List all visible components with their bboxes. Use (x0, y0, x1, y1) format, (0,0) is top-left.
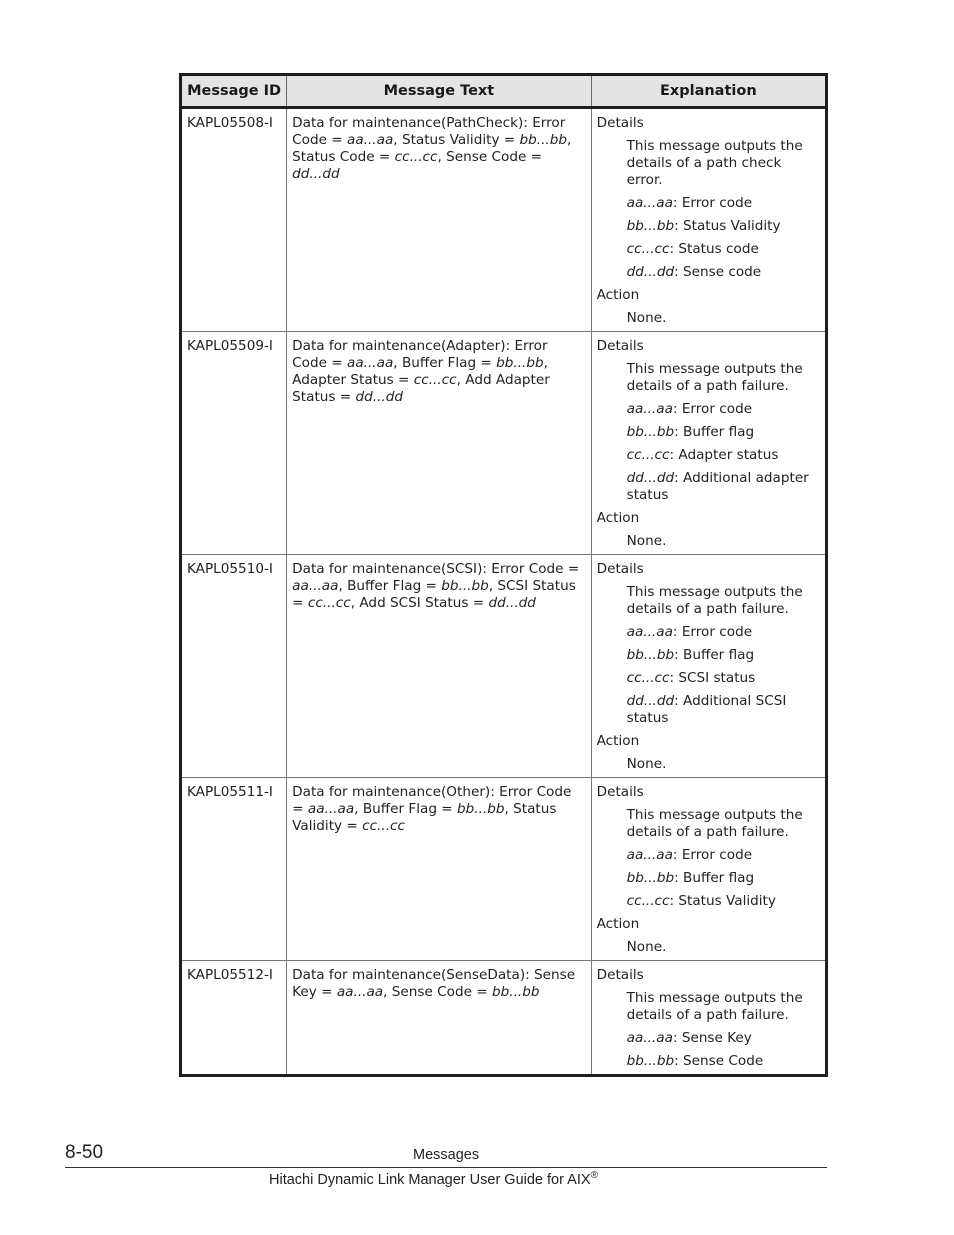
details-variable-item (627, 218, 820, 235)
action-heading: Action (596, 733, 640, 749)
variable-placeholder: cc...cc (307, 595, 351, 611)
details-text: This message outputs the details of a path failure. (626, 990, 803, 1023)
variable-placeholder: dd...dd (355, 389, 403, 405)
variable-placeholder: aa...aa (626, 195, 673, 211)
variable-placeholder: aa...aa (307, 801, 355, 817)
message-text-cell (287, 961, 591, 1076)
variable-placeholder: aa...aa (626, 401, 673, 417)
details-description (627, 361, 820, 395)
message-text-segment: , Add SCSI Status = (350, 595, 489, 611)
variable-placeholder: bb...bb (626, 647, 675, 663)
details-text: : Error code (672, 624, 753, 640)
variable-placeholder: cc...cc (626, 670, 670, 686)
message-text-cell (287, 108, 591, 332)
details-variable-item (627, 647, 820, 664)
details-text: This message outputs the details of a path failure. (626, 807, 803, 840)
column-header-message-id: Message ID (181, 75, 287, 108)
column-header-explanation: Explanation (591, 75, 826, 108)
message-text-cell (287, 332, 591, 555)
details-variable-item (627, 424, 820, 441)
details-text: This message outputs the details of a path failure. (626, 361, 803, 394)
book-title-text: Hitachi Dynamic Link Manager User Guide for AIX (269, 1172, 591, 1188)
message-id-cell: KAPL05510-I (181, 555, 287, 778)
footer-divider (65, 1167, 827, 1168)
details-heading: Details (596, 967, 644, 983)
details-text: : Adapter status (669, 447, 779, 463)
table-row (181, 961, 827, 1076)
message-text-segment: , Buffer Flag = (338, 578, 442, 594)
details-text: : Sense code (674, 264, 762, 280)
variable-placeholder: dd...dd (626, 264, 675, 280)
details-text: This message outputs the details of a path failure. (626, 584, 803, 617)
table-header-row (181, 75, 827, 108)
explanation-cell (591, 108, 826, 332)
action-heading: Action (596, 510, 640, 526)
details-text: : Status code (669, 241, 759, 257)
details-variable-item (627, 195, 820, 212)
variable-placeholder: cc...cc (626, 241, 670, 257)
action-text: None. (626, 533, 667, 549)
details-variable-item (627, 693, 820, 727)
section-name: Messages (413, 1147, 480, 1163)
message-text-segment: , Sense Code = (383, 984, 492, 1000)
explanation-cell (591, 332, 826, 555)
message-text-segment: , Status Validity = (292, 801, 557, 834)
variable-placeholder: aa...aa (626, 1030, 673, 1046)
action-text: None. (626, 756, 667, 772)
details-variable-item (627, 264, 820, 281)
book-title (269, 1172, 598, 1188)
variable-placeholder: cc...cc (626, 893, 670, 909)
explanation-cell (591, 778, 826, 961)
variable-placeholder: aa...aa (292, 578, 339, 594)
variable-placeholder: dd...dd (626, 470, 675, 486)
details-text: : Status Validity (674, 218, 781, 234)
variable-placeholder: bb...bb (492, 984, 540, 1000)
details-text: : Error code (672, 847, 753, 863)
details-variable-item (627, 893, 820, 910)
message-text-segment: Data for maintenance(Other): Error Code = (292, 784, 572, 817)
details-text: : Error code (672, 195, 753, 211)
details-text: : Error code (672, 401, 753, 417)
variable-placeholder: bb...bb (441, 578, 489, 594)
details-variable-item (627, 470, 820, 504)
details-variable-item (627, 1030, 820, 1047)
message-text-segment: , Adapter Status = (292, 355, 548, 388)
explanation-cell (591, 961, 826, 1076)
details-description (627, 138, 820, 189)
details-text: : Status Validity (669, 893, 776, 909)
message-text-segment: , SCSI Status = (292, 578, 576, 611)
variable-placeholder: cc...cc (362, 818, 405, 834)
table-row (181, 555, 827, 778)
message-id-cell: KAPL05509-I (181, 332, 287, 555)
variable-placeholder: dd...dd (292, 166, 340, 182)
variable-placeholder: bb...bb (626, 870, 675, 886)
details-description (627, 807, 820, 841)
variable-placeholder: bb...bb (626, 1053, 675, 1069)
details-variable-item (627, 447, 820, 464)
details-variable-item (627, 624, 820, 641)
column-header-message-text: Message Text (287, 75, 591, 108)
details-text: : Buffer flag (674, 870, 755, 886)
details-variable-item (627, 241, 820, 258)
table-row (181, 778, 827, 961)
message-text-segment: Data for maintenance(SCSI): Error Code = (292, 561, 580, 577)
table-row (181, 332, 827, 555)
message-id-cell: KAPL05508-I (181, 108, 287, 332)
message-id-cell: KAPL05511-I (181, 778, 287, 961)
details-description (627, 990, 820, 1024)
details-text: : Sense Key (672, 1030, 752, 1046)
table-row (181, 108, 827, 332)
details-text: : Buffer flag (674, 424, 755, 440)
details-heading: Details (596, 561, 644, 577)
details-text: : Buffer flag (674, 647, 755, 663)
variable-placeholder: dd...dd (488, 595, 536, 611)
variable-placeholder: aa...aa (336, 984, 384, 1000)
message-text-cell (287, 778, 591, 961)
message-id-cell: KAPL05512-I (181, 961, 287, 1076)
action-text: None. (626, 310, 667, 326)
details-heading: Details (596, 784, 644, 800)
action-text: None. (626, 939, 667, 955)
variable-placeholder: cc...cc (394, 149, 438, 165)
details-text: : Sense Code (674, 1053, 764, 1069)
details-variable-item (627, 670, 820, 687)
variable-placeholder: aa...aa (626, 624, 673, 640)
action-heading: Action (596, 287, 640, 303)
variable-placeholder: cc...cc (413, 372, 457, 388)
details-variable-item (627, 870, 820, 887)
variable-placeholder: dd...dd (626, 693, 675, 709)
details-variable-item (627, 1053, 820, 1070)
variable-placeholder: bb...bb (626, 424, 675, 440)
details-heading: Details (596, 115, 644, 131)
message-text-segment: , Status Validity = (393, 132, 520, 148)
message-text-cell (287, 555, 591, 778)
details-text: This message outputs the details of a path check error. (626, 138, 803, 188)
details-variable-item (627, 847, 820, 864)
variable-placeholder: cc...cc (626, 447, 670, 463)
variable-placeholder: bb...bb (519, 132, 568, 148)
registered-trademark-mark: ® (590, 1170, 598, 1181)
table-body (181, 108, 827, 1076)
message-text-segment: , Add Adapter Status = (292, 372, 550, 405)
details-description (627, 584, 820, 618)
details-text: : Additional SCSI status (626, 693, 787, 726)
variable-placeholder: aa...aa (347, 355, 394, 371)
variable-placeholder: bb...bb (496, 355, 544, 371)
page-number: 8-50 (65, 1142, 104, 1163)
message-text-segment: , Buffer Flag = (393, 355, 497, 371)
details-variable-item (627, 401, 820, 418)
details-text: : SCSI status (669, 670, 756, 686)
messages-table (179, 73, 828, 1077)
details-heading: Details (596, 338, 644, 354)
details-text: : Additional adapter status (626, 470, 809, 503)
message-text-segment: Data for maintenance(SenseData): Sense Key = (292, 967, 576, 1000)
variable-placeholder: aa...aa (626, 847, 673, 863)
explanation-cell (591, 555, 826, 778)
variable-placeholder: aa...aa (347, 132, 394, 148)
action-heading: Action (596, 916, 640, 932)
variable-placeholder: bb...bb (626, 218, 675, 234)
message-text-segment: , Status Code = (292, 132, 572, 165)
variable-placeholder: bb...bb (456, 801, 505, 817)
message-text-segment: , Buffer Flag = (354, 801, 457, 817)
message-text-segment: Data for maintenance(Adapter): Error Code = (292, 338, 548, 371)
message-text-segment: , Sense Code = (437, 149, 543, 165)
message-text-segment: Data for maintenance(PathCheck): Error Code = (292, 115, 566, 148)
